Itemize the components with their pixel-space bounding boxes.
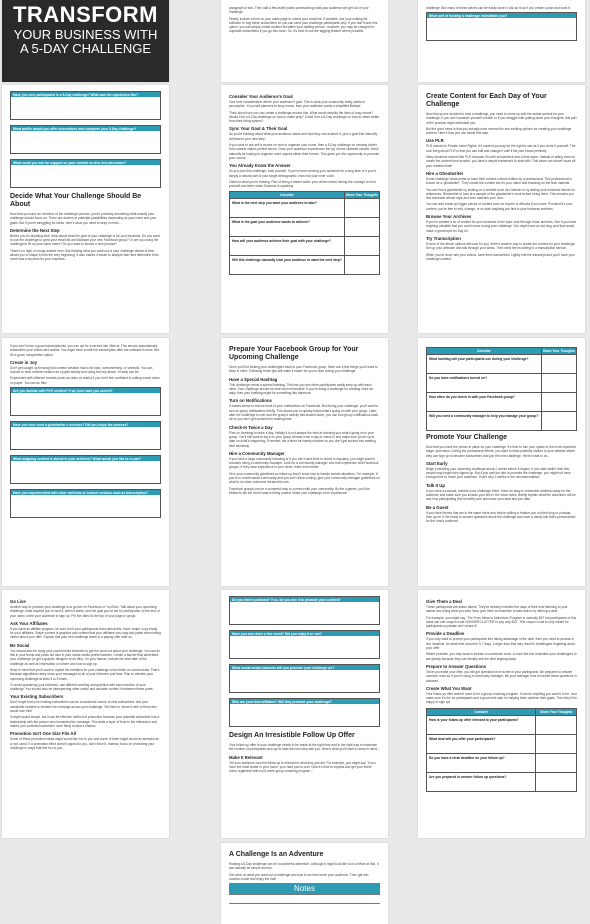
subheading: Make It Relevant: [229, 754, 263, 760]
question-box: [10, 421, 161, 450]
body-text: There's no right or wrong answer here. But thinking what you want out of your challenge ahead of time allows you to shape it from the very beginning. It also makes it easier to analyze later and determine if the event was a success for your business.: [10, 248, 159, 262]
body-text: Get clear on what you want out a challenge and how it can best serve your audience. Then get into creation mode and enjoy the ride!: [229, 872, 369, 881]
table-header: Consider: [427, 348, 542, 355]
page-create-content: [418, 85, 585, 333]
answer-cell[interactable]: [536, 772, 577, 791]
question-box: [229, 698, 380, 727]
table-prompt: Will you need a community manager to help you manage your group?: [427, 412, 542, 431]
table-prompt: How will your audience achieve their goal with your challenge?: [230, 237, 345, 256]
answer-cell[interactable]: [541, 374, 576, 393]
question-box: [10, 387, 161, 416]
body-text: Give your community guidelines so fellow up they'll know how to handle certain situations. For example, if you're in a faith-based community and you don't allow cursing, give your community manager guidelines on what to do when someone breaks this rule.: [229, 471, 380, 485]
subheading: Determine the Next Step: [10, 227, 60, 233]
cover-subtitle-line2: A 5-DAY CHALLENGE: [19, 41, 151, 56]
body-text: If you have a large community following or if you don't have time to check in regularly, you might want to consider hiring a community manager. Look for a community manager who has experience with Facebook groups. If they have experience in your niche, that's even better.: [229, 456, 379, 470]
page-sales-form: [221, 0, 388, 82]
question-box: [10, 159, 161, 188]
body-text: PLR stands for Private Label Rights. It's content you pay for the right to use as if you wrote it yourself. The cool thing about PLR is that you can edit and change it until it fits your brand perfectly.: [426, 144, 576, 153]
body-text: If you have friends that are in the same niche and they're willing to feature you on their blog or podcast, then go for it. Be ready to answer questions about the challenge and have a handy link that's personalized for the host's audience.: [426, 510, 576, 524]
page-adventure: [221, 843, 388, 924]
body-text: Experiment with different formats (such as video vs audio) if you don't feel confident in putting words down on paper. You can do this!: [10, 376, 160, 385]
table-header: Share Your Thoughts: [536, 708, 577, 715]
table-row: [427, 355, 577, 374]
body-text: challenge. But many of these pieces can be easily done in just an hour if you create a plan and work it.: [426, 6, 571, 10]
subheading: Hire a Community Manager: [229, 450, 285, 456]
body-text: paragraph or two. Then add a few bullet points summarizing what your audience will get out of your challenge.: [229, 6, 369, 15]
answer-cell[interactable]: [344, 199, 379, 218]
body-text: Hosting a 5-Day challenge can be a wonderful adventure. Although it might look like a lot of effort at first, it can actually be simple and fun.: [229, 862, 379, 871]
answer-space[interactable]: [230, 636, 379, 658]
question-label: What could you ask for support on your website on this new adventure?: [11, 160, 160, 165]
page-go-live: [2, 590, 169, 838]
subheading: Promotion Isn't One Size Fits All: [10, 731, 77, 737]
body-text: Your next consideration will be your audience's goal. This is what your community really wants to accomplish. If you sell planners to busy moms, then your audience wants a simplified lifestyle.: [229, 100, 366, 109]
answer-cell[interactable]: [541, 393, 576, 412]
body-text: If you have an affiliate program, be sure to let your participants know about this. Have 'swipe' copy ready for your affiliates. Swipe content is graphics and content that your affiliates can copy and paste when telling others about your offer. Explain that your free challenge leads to a paying offer later on.: [10, 626, 161, 640]
body-text: Begin promoting your upcoming challenge about 2 weeks before it begins. If you start earlier than this, people may forget they signed up. But if you wait too late to promote the challenge, you might not have enough time to reach your audience. That's why 2 weeks is the recommendation.: [426, 466, 571, 480]
table-prompt: How is your follow up offer relevant to your participants?: [427, 715, 536, 734]
question-box: [229, 596, 380, 625]
answer-space[interactable]: [11, 427, 160, 449]
answer-space[interactable]: [230, 602, 379, 624]
body-text: Plan on checking in twice a day. Initially it is not always the best at showing you what's going on in your group. You'll still want to log in to your group at least once a day to check in and make sure you're up to date on what's happening. If needed, set a timer for twenty minutes so you don't get sucked into wasting time aimlessly.: [229, 430, 376, 448]
table-header: Share Your Thoughts: [542, 349, 575, 353]
subheading: Talk It Up: [426, 482, 446, 488]
question-label: What outgoing content is stored in your archives? What would you like to re-use?: [11, 456, 160, 461]
question-label: Have you ever done a live event? Did you enjoy it or not?: [230, 631, 379, 636]
table-row: [427, 374, 577, 393]
body-text: Once you'll be kicking your challengers back to your Facebook group, there are a few things you'll want to keep in mind. Following these tips will make it easier for you to lead during your challenge.: [229, 365, 378, 374]
answer-cell[interactable]: [536, 753, 577, 772]
worksheet-table: [229, 191, 380, 275]
body-text: Think about how you can create a challenge around this. What would simplify the lives of busy moms? Would it be a 5-Day challenge on how to make prep? Could it be a 5-Day challenge on how to clean clutter from their living spaces?: [229, 110, 380, 124]
question-box: [229, 630, 380, 659]
cover-page: [2, 0, 169, 82]
subheading: Your Existing Subscribers: [10, 694, 64, 700]
body-text: Some challenge hosts prefer to have their content custom written by a professional. This professional is known as a 'ghostwriter'. They create the content but it's your name and branding on the final material.: [426, 176, 572, 186]
table-prompt: How often do you check in with your Facebook group?: [427, 393, 542, 412]
table-row: [427, 734, 577, 753]
body-text: Where possible, you may want to include a countdown clock. A clock like this motivates your challengers to act quickly because they can literally see the deal slipping away.: [426, 652, 577, 661]
body-text: Another way to promote your challenge is to go live on Facebook or YouTube. Talk about your upcoming challenge, what inspired you to host it, when it starts, and the goal you've set for participants. At the end of your video, invite your audience to sign up. Pin the video to the top of your page or group.: [10, 605, 160, 618]
body-text: You can find a ghostwriter by looking on a website such as LinkedIn or by asking your business friends for references. Remember to look at a sample of the ghostwriter's work before hiring them. This ensures you find someone whose style and tone matches your own.: [426, 187, 576, 201]
subheading: Create in Joy: [10, 359, 37, 365]
question-box: [426, 12, 577, 41]
body-text: As you're thinking about what your audience wants and how they can achieve it, pick a goal that naturally will lead to your next step.: [229, 132, 378, 141]
page-audience-goal: [221, 85, 388, 333]
subheading: Start Early: [426, 460, 448, 466]
question-label: What profile would you offer subscribers who complete your 5-Day challenge?: [11, 126, 160, 131]
subheading: Check-In Twice a Day: [229, 424, 273, 430]
answer-cell[interactable]: [344, 237, 379, 256]
question-box: [10, 125, 161, 154]
section-heading: Prepare Your Facebook Group for Your Upcoming Challenge: [229, 346, 359, 361]
body-text: Don't get caught up thinking that content creation has to be hard, overwhelming, or stressful. You can choose to view content creation as a joyful activity and using the key above. It really can be.: [10, 365, 153, 375]
answer-space[interactable]: [11, 97, 160, 119]
subheading: Give Them a Deal: [426, 599, 462, 604]
subheading: Turn on Notifications: [229, 398, 272, 404]
page-decide-topic: [2, 85, 169, 333]
table-row: [230, 256, 380, 275]
subheading: Browse Your Archives: [426, 214, 472, 220]
section-heading: Design An Irresistible Follow Up Offer: [229, 732, 355, 739]
page-transcription: [2, 338, 169, 586]
body-text: Now that you have the pieces in place for your challenge, it's time to turn your space to the most important stage: promotion. During the promotional efforts, you want to draw potential visitors to your website where they can sign up to become subscribers and join the new challenge. Here's what to do...: [426, 445, 576, 458]
table-row: [230, 199, 380, 218]
subheading: Try Transcription: [426, 235, 461, 241]
subheading: Sync Your Goal & Their Goal: [229, 126, 288, 132]
body-text: Some of these promotion ideas might sound like fun to you and some of them might sound as stressful as a root canal. If a promotion effort doesn't appeal to you, don't force it. Instead, focus on promoting your challenge in ways that feel fun to you.: [10, 737, 159, 750]
section-heading: A Challenge Is an Adventure: [229, 851, 324, 858]
subheading: Have a Special Hashtag: [229, 376, 278, 382]
subheading: Be Social: [10, 642, 30, 648]
answer-cell[interactable]: [536, 715, 577, 734]
body-text: Once you make your offer, you will get questions from some of your participants. Be prepared to answer common ones so if you're using a community manager, tell your manager how to handle these questions in advance.: [426, 669, 577, 683]
section-heading: Decide What Your Challenge Should Be About: [10, 193, 142, 208]
notes-line[interactable]: [229, 903, 380, 912]
body-text: This challenge needs a special hashtag. This lets you and other participants easily keep up with each other. Your challenge should be short and memorable. If you're doing a challenge for creating more art daily, then your hashtag might be something like #artmore.: [229, 382, 373, 396]
body-text: If you've created a lot of content for your business in the past, look through those archives. See if you have anything valuable that you could reuse during your challenge. You might have an old blog post that would make a great topic for Day #2.: [426, 220, 577, 233]
table-row: [427, 772, 577, 791]
subheading: Hire a Ghostwriter: [426, 170, 464, 176]
body-text: Listen to what you're hearing. Part of being a leader within your niche means having the courage to trust yourself and listen when Essence is speaking.: [229, 179, 376, 189]
table-prompt: What is the next step you want your audience to take?: [230, 199, 345, 218]
worksheet-table: [426, 708, 577, 792]
subheading: Use PLR: [426, 138, 444, 144]
subheading: Prepare to Answer Questions: [426, 663, 487, 669]
question-label: Do you have a podcast? If so, do you use it to promote your content?: [230, 597, 379, 602]
answer-space[interactable]: [11, 393, 160, 415]
subheading: Be a Guest: [426, 504, 449, 510]
table-prompt: Will this challenge naturally lead your audience to want the next step?: [230, 256, 345, 275]
question-box: [10, 489, 161, 518]
body-text: Many business owners like PLR because it's both inexpensive and a time-saver. Instead of sitting down to create the content from scratch, you have a simple framework to start with. This alone can shave hours off your creation time!: [426, 155, 576, 168]
table-header: Share Your Thoughts: [345, 193, 378, 198]
body-text: As you plan this challenge, trust yourself. If you've been serving your audience for a long time or if you're simply a natural part of your target demographic, lean into your inner voice.: [229, 169, 377, 178]
answer-space[interactable]: [230, 670, 379, 692]
answer-space[interactable]: [11, 165, 160, 187]
answer-space[interactable]: [230, 704, 379, 726]
subheading: Go Live: [10, 599, 26, 604]
body-text: But the good news is that you actually have several fun and exciting options for creating your challenge content. Here's how you can tackle this task.: [426, 126, 572, 136]
question-label: Have you ever used a ghostwriter's services? Did you enjoy the process?: [11, 422, 160, 427]
question-box: [10, 91, 161, 120]
answer-cell[interactable]: [541, 355, 576, 374]
answer-space[interactable]: [11, 461, 160, 483]
body-text: If you truly want to prompt your participants into taking advantage of the deal, then you need to provide a firm deadline. An ideal time would be 3-7 days. Longer than that may result in challengers forgetting about your offer.: [426, 637, 576, 651]
body-text: Facebook groups can be a wonderful way to connect with your community. By the a gather, you'll be thrilled to tell the world what is being posted. Make your challenge a fun experience!: [229, 486, 370, 495]
section-heading: Promote Your Challenge: [426, 434, 508, 441]
answer-space[interactable]: [11, 131, 160, 153]
table-row: [230, 237, 380, 256]
body-text: Your follow up offer to your challenge needs to be made at the right time and in the right way to maximize the number of participants who opt to take the next step with you. Here's what you'll want to keep in mind...: [229, 743, 380, 752]
notes-heading: Notes: [229, 883, 380, 894]
body-text: To avoid spamming your followers, use different wording and graphics with each mention of your challenge. You should also be interspersing other useful and valuable content in between these posts.: [10, 682, 154, 692]
page-promote: [418, 338, 585, 586]
subheading: You Already Know the Answer: [229, 163, 291, 169]
answer-cell[interactable]: [344, 218, 379, 237]
page-follow-up: [221, 590, 388, 838]
table-prompt: Do you have notifications turned on?: [427, 374, 542, 393]
subheading: Provide a Deadline: [426, 631, 465, 637]
body-text: When you've done with your videos, have them transcribed. Lightly edit the transcript and you'll have your challenge content.: [426, 252, 575, 261]
answer-cell[interactable]: [536, 734, 577, 753]
section-heading: Create Content for Each Day of Your Challenge: [426, 93, 547, 108]
question-label: What part of hosting a challenge intimidates you?: [427, 13, 576, 18]
subheading: Ask Your Affiliates: [10, 620, 48, 626]
table-prompt: Do you have a clear deadline on your follow up?: [427, 753, 536, 772]
question-label: Have you experimented with other methods of content creation such as transcription?: [11, 490, 160, 495]
body-text: If none of the above options will work for you, there's another way to create the content for your challenge. Set up your webcam and talk through your ideas. Then send the recording to a transcription service.: [426, 241, 576, 251]
cover-title: TRANSFORM: [12, 2, 159, 27]
subheading: Create What You Want: [426, 685, 472, 691]
answer-space[interactable]: [11, 495, 160, 517]
table-header: Consider: [427, 708, 536, 715]
question-label: Are you familiar with PLR content? If so, how have you used it?: [11, 388, 160, 393]
body-text: Your follow up offer doesn't have to be a group coaching program. It can be anything you want it to be. Just make sure it's fun for participants and a good next step for helping them achieve their goals. Then they'll be happy to sign up!: [426, 691, 577, 705]
question-box: [10, 455, 161, 484]
body-text: These participants are action takers. They've already invested five days of their time listening to your advice and doing what you said. Now, give them an incentive to take action by offering a deal.: [426, 605, 568, 614]
cover-subtitle-line1: YOUR BUSINESS WITH: [13, 27, 158, 42]
body-text: For example, you might say, 'The From Mess to Marvelous Program is normally $97 but participants of this class can use coupon code NOMORECLUTTER to pay only $19'. This coupon code is only meant for participants so please don't share it!: [426, 615, 577, 629]
page-facebook-group: [221, 338, 388, 586]
body-text: Now that you've decided to host a challenge, you need to come up with the actual content for your challenge. If you don't consider yourself a writer or if you struggle with putting down your thoughts, this part of the process might intimidate you.: [426, 112, 577, 125]
worksheet-table: [426, 347, 577, 431]
notes-line[interactable]: [229, 894, 380, 903]
table-row: [427, 393, 577, 412]
page-intimidation: [418, 0, 585, 82]
body-text: Finally, include a form on your sales page to collect your email list. If possible, use your mailing list software to 'tag' these subscribers so you can send your challenge participants only. If you don't have this option, you can simply create another list within your mailing service. However, you may be charged for duplicate subscribers if you go this route. So, it's best to use the tagging feature where possible.: [229, 16, 378, 34]
table-prompt: What is the goal your audience wants to achieve?: [230, 218, 345, 237]
answer-cell[interactable]: [541, 412, 576, 431]
question-label: Have you ever participated in a 5-Day challenge? What was the experience like?: [11, 92, 160, 97]
body-text: Don't forget that your existing subscribers can be a wonderful source of new subscribers. Ask your newsletter readers to forward the message across your challenge. Tell them to 'share it with a friend who would love this!': [10, 700, 158, 714]
page-give-deal: [418, 590, 585, 838]
table-row: [427, 412, 577, 431]
table-prompt: What hashtag will your participants use during your challenge?: [427, 355, 542, 374]
body-text: It makes sense to ensure most of your notifications on Facebook. But during your challenge, you'll want to turn on group notifications briefly. This allows you to quickly follow what's going on with your group. Later, after the challenge is over and the group's activity has slowed down, you can turn group notifications back off so you don't get sucked into wasting time.: [229, 404, 379, 422]
table-prompt: What deal will you offer your participants?: [427, 734, 536, 753]
question-label: What social media channels will you promote your challenge on?: [230, 665, 379, 670]
body-text: You should also be using your social media channels to get the word out about your challenge. You can do this in your feeds and posts but also in your social media profile banners. Create a banner that advertises your challenge (or get a graphic designer to do this). On your banner, include the start date of the challenge as well as information on where and how to sign up.: [10, 648, 160, 666]
table-prompt: Are you prepared to answer follow up questions?: [427, 772, 536, 791]
body-text: It might sound simple, but it can be effective method of promotion because your potential subscriber has a relationship with the person who forwarded the message. This adds a layer of trust to the interaction and makes your potential subscriber more likely to take a chance.: [10, 715, 160, 728]
body-text: If you have a podcast, mention your challenge there. Have an easy to remember address ready for the audience and make sure you include your link in the show notes. Briefly explain what the adventure will be and how participating (the benefits) and announce your start and join date.: [426, 488, 576, 502]
subheading: Consider Your Audience's Goal: [229, 94, 293, 99]
table-row: [427, 753, 577, 772]
answer-cell[interactable]: [344, 256, 379, 275]
table-row: [427, 715, 577, 734]
body-text: Tell your audience how the follow up is relevant to what they just did. For example, you might say, 'If you have the most clutter in your home, your hard part is over. Now it's time to expand and get your entire home organized with my 8-week group coaching program...': [229, 760, 376, 774]
table-header: Consider: [230, 192, 345, 199]
body-text: Now that you have an overview of the challenge process, you're probably wondering what exactly your challenge should focus on. There are dozens of potential possibilities depending on your niche and your goals. But if you're struggling for ideas, here's what you need to keep in mind...: [10, 212, 157, 225]
body-text: Before you do anything else, think about what the goal of your challenge is for your business. Do you want to use the challenge to grow your email list and kickstart your new Facebook group? Or are you using the challenge to fill up your client roster? Do you want to launch a new product?: [10, 233, 160, 247]
table-row: [230, 218, 380, 237]
body-text: If you don't know a good transcriptionist, you can opt for a service like Otter.ai. This service automatically transcribes your videos and audios. You might have to edit the transcription after the software is done. But it's a good, inexpensive option.: [10, 344, 160, 357]
body-text: If you want to pre-sell a course on how to organize your home, then a 5-Day challenge on clearing clutter from closets makes perfect sense. Once your audience experiences the joy of less cluttered closets, they'll naturally be looking to organize more spaces within their homes. This gives you the opportunity to promote your course.: [229, 143, 380, 160]
question-box: [229, 664, 380, 693]
question-label: Who are your best affiliates? Will they promote your challenge?: [230, 699, 379, 704]
answer-space[interactable]: [427, 18, 576, 40]
body-text: You can also break up bigger pieces of content such as reports or eBooks if you have. Provided it's your content, you're free to edit, change, or re-work anything you find in your business archives.: [426, 202, 573, 211]
body-text: Keep in mind that you'll want to repeat the invitation for your challenge a few times on social media. That's because algorithms rarely show your messages to all of your followers and fans. Plan to mention your upcoming challenge at least 3 to 5 times.: [10, 667, 160, 681]
